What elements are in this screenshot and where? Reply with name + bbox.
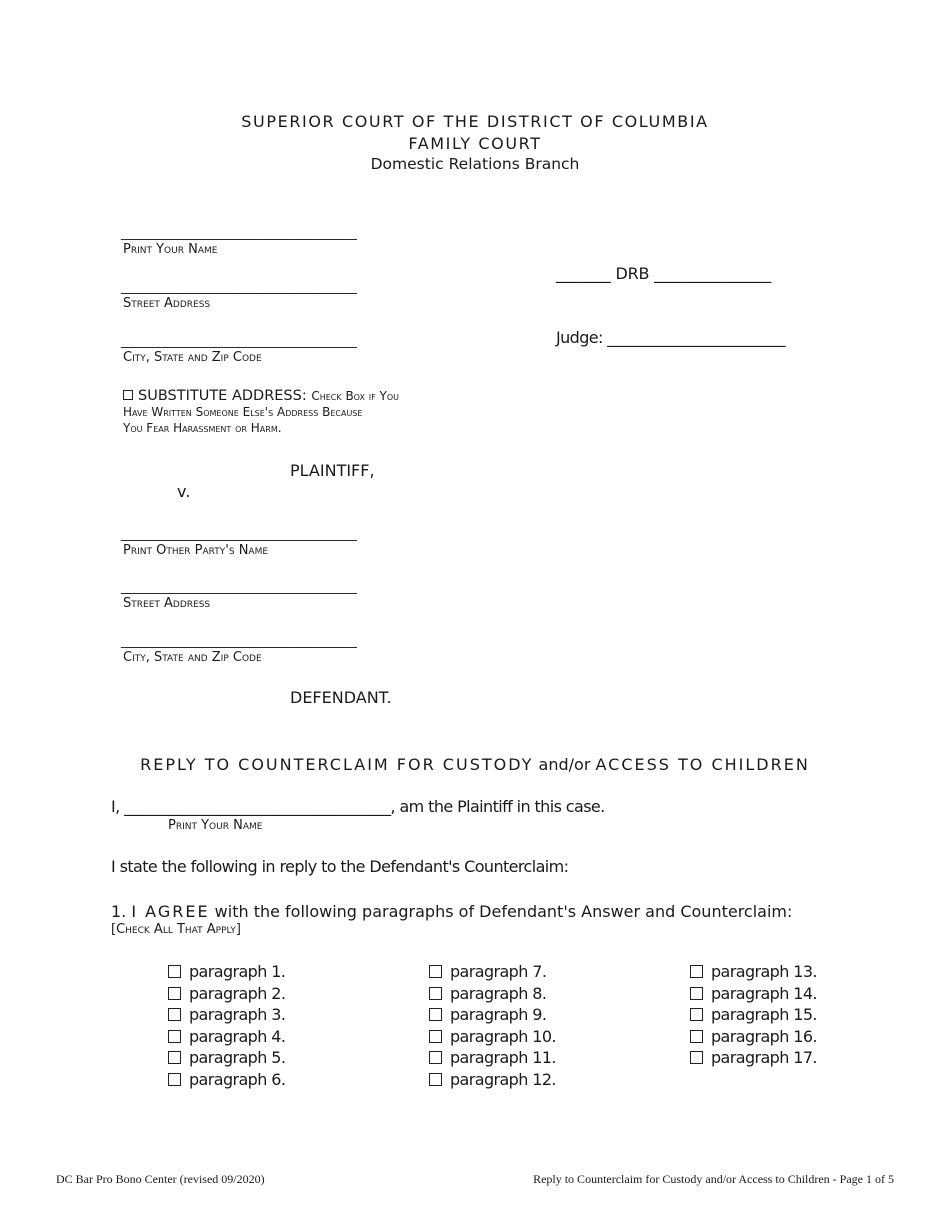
paragraph-label: paragraph 9. <box>450 1005 547 1024</box>
paragraph-option[interactable] <box>429 983 556 1005</box>
paragraph-option[interactable] <box>429 1069 556 1091</box>
defendant-name-label: Print Other Party's Name <box>123 543 269 558</box>
substitute-address-checkbox[interactable] <box>123 390 133 400</box>
item-1-number: 1. <box>111 902 127 921</box>
paragraph-label: paragraph 15. <box>711 1005 817 1024</box>
document-title <box>0 755 950 774</box>
plaintiff-city-line[interactable]: ______________________________________ <box>121 334 357 349</box>
defendant-city-line[interactable]: ______________________________________ <box>121 634 357 649</box>
item-1-text: with the following paragraphs of Defendant's Answer and Counterclaim: <box>214 902 793 921</box>
paragraph-label: paragraph 5. <box>189 1048 286 1067</box>
defendant-city-label: City, State and Zip Code <box>123 650 262 665</box>
reply-statement: I state the following in reply to the Defendant's Counterclaim: <box>111 857 569 876</box>
paragraph-label: paragraph 3. <box>189 1005 286 1024</box>
paragraph-label: paragraph 12. <box>450 1069 556 1089</box>
case-number-field[interactable]: _______ DRB _______________ <box>556 264 772 283</box>
paragraph-label: paragraph 6. <box>189 1069 286 1089</box>
statement-name-label: Print Your Name <box>168 818 263 833</box>
paragraph-label: paragraph 10. <box>450 1026 556 1046</box>
title-part-1: REPLY TO COUNTERCLAIM FOR CUSTODY <box>140 755 534 774</box>
plaintiff-statement[interactable]: I, ____________________________________, am the Plaintiff in this case. <box>111 797 605 816</box>
court-name: SUPERIOR COURT OF THE DISTRICT OF COLUMBIA <box>241 112 709 131</box>
plaintiff-city-label: City, State and Zip Code <box>123 350 262 365</box>
paragraph-option[interactable] <box>168 983 285 1005</box>
paragraph-option[interactable] <box>690 961 817 983</box>
paragraph-label: paragraph 14. <box>711 983 817 1003</box>
paragraph-column-3 <box>690 961 817 1069</box>
checkbox[interactable] <box>168 987 181 1000</box>
paragraph-label: paragraph 4. <box>189 1026 286 1046</box>
paragraph-option[interactable] <box>690 1004 817 1026</box>
paragraph-option[interactable] <box>429 1004 556 1026</box>
title-part-2: and/or <box>538 755 591 774</box>
title-part-3: ACCESS TO CHILDREN <box>595 755 810 774</box>
paragraph-option[interactable] <box>168 961 285 983</box>
paragraph-label: paragraph 1. <box>189 962 286 981</box>
checkbox[interactable] <box>168 1008 181 1021</box>
paragraph-column-2 <box>429 961 556 1090</box>
plaintiff-street-line[interactable]: ______________________________________ <box>121 280 357 295</box>
paragraph-label: paragraph 2. <box>189 983 286 1003</box>
checkbox[interactable] <box>168 1030 181 1043</box>
substitute-address-text-1: Check Box if You <box>311 389 400 403</box>
item-1-heading <box>111 902 792 921</box>
footer-revision: DC Bar Pro Bono Center (revised 09/2020) <box>56 1172 265 1186</box>
paragraph-label: paragraph 16. <box>711 1026 817 1046</box>
paragraph-label: paragraph 17. <box>711 1048 817 1067</box>
item-1-instruction: [Check All That Apply] <box>111 922 241 937</box>
paragraph-option[interactable] <box>690 983 817 1005</box>
paragraph-label: paragraph 11. <box>450 1048 556 1067</box>
checkbox[interactable] <box>168 965 181 978</box>
checkbox[interactable] <box>168 1051 181 1064</box>
paragraph-option[interactable] <box>168 1026 285 1048</box>
checkbox[interactable] <box>429 1008 442 1021</box>
substitute-address-block <box>123 388 443 436</box>
paragraph-option[interactable] <box>168 1047 285 1069</box>
checkbox[interactable] <box>429 1051 442 1064</box>
substitute-address-text-3: You Fear Harassment or Harm. <box>123 421 282 435</box>
judge-field[interactable]: Judge: ________________________ <box>556 328 785 347</box>
item-1-agree: I AGREE <box>131 902 210 921</box>
defendant-street-line[interactable]: ______________________________________ <box>121 580 357 595</box>
paragraph-label: paragraph 13. <box>711 962 817 981</box>
court-branch: Domestic Relations Branch <box>370 155 580 173</box>
checkbox[interactable] <box>168 1073 181 1086</box>
defendant-role: DEFENDANT. <box>290 688 392 707</box>
paragraph-column-1 <box>168 961 285 1090</box>
checkbox[interactable] <box>690 1030 703 1043</box>
paragraph-option[interactable] <box>429 961 556 983</box>
checkbox[interactable] <box>429 987 442 1000</box>
paragraph-label: paragraph 7. <box>450 962 547 981</box>
plaintiff-name-label: Print Your Name <box>123 242 218 257</box>
checkbox[interactable] <box>690 1008 703 1021</box>
checkbox[interactable] <box>690 987 703 1000</box>
paragraph-option[interactable] <box>429 1047 556 1069</box>
plaintiff-role: PLAINTIFF, <box>290 461 375 480</box>
plaintiff-name-line[interactable]: ______________________________________ <box>121 226 357 241</box>
checkbox[interactable] <box>690 1051 703 1064</box>
court-division: FAMILY COURT <box>408 134 542 153</box>
substitute-address-title: SUBSTITUTE ADDRESS: <box>138 388 307 404</box>
versus: v. <box>177 482 191 501</box>
defendant-name-line[interactable]: ______________________________________ <box>121 527 357 542</box>
defendant-street-label: Street Address <box>123 596 211 611</box>
checkbox[interactable] <box>429 1030 442 1043</box>
footer-page-info: Reply to Counterclaim for Custody and/or Access to Children - Page 1 of 5 <box>533 1172 894 1186</box>
paragraph-label: paragraph 8. <box>450 983 547 1003</box>
checkbox[interactable] <box>690 965 703 978</box>
paragraph-option[interactable] <box>168 1069 285 1091</box>
paragraph-option[interactable] <box>168 1004 285 1026</box>
paragraph-option[interactable] <box>690 1047 817 1069</box>
paragraph-option[interactable] <box>429 1026 556 1048</box>
checkbox[interactable] <box>429 965 442 978</box>
checkbox[interactable] <box>429 1073 442 1086</box>
plaintiff-street-label: Street Address <box>123 296 211 311</box>
paragraph-option[interactable] <box>690 1026 817 1048</box>
substitute-address-text-2: Have Written Someone Else's Address Because <box>123 405 363 419</box>
